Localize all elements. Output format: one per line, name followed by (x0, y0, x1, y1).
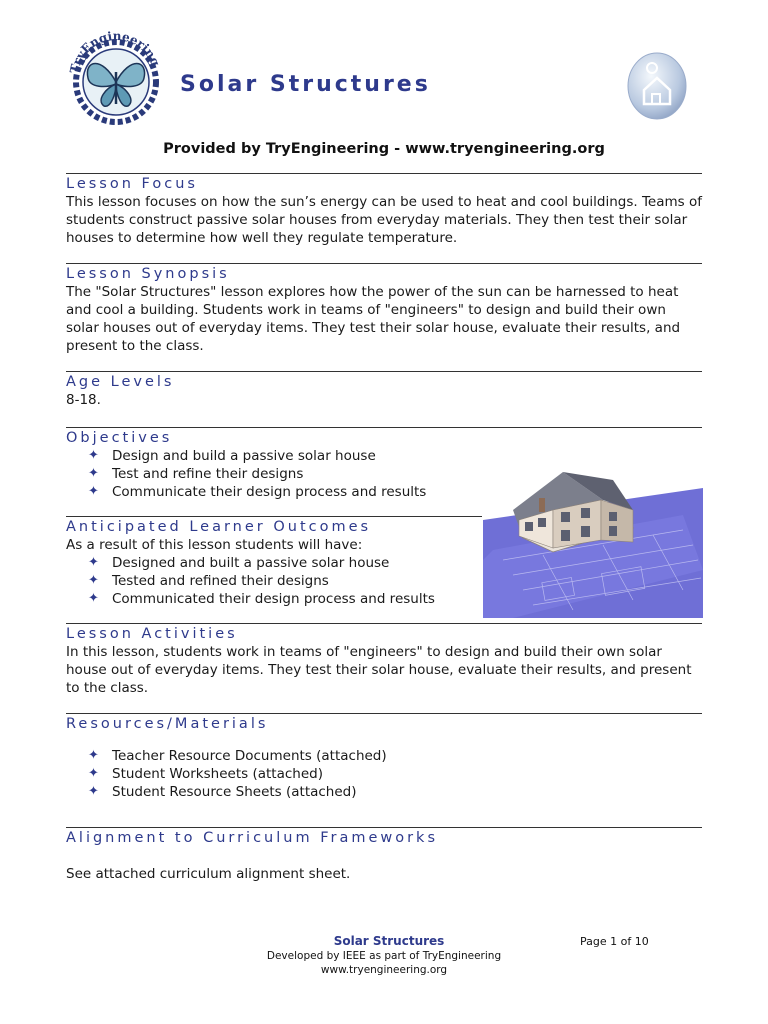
footer-title: Solar Structures (333, 934, 445, 948)
section-heading: Lesson Focus (66, 176, 198, 192)
section-divider (66, 713, 702, 714)
list-item: ✦ Test and refine their designs (88, 466, 304, 482)
resources-list (88, 747, 702, 801)
list-item: ✦ Designed and built a passive solar house (88, 555, 390, 571)
four-point-star-icon: ✦ (88, 591, 99, 606)
logo-text: TryEngineering (67, 28, 163, 75)
document-title: Solar Structures (180, 72, 431, 97)
section-body: This lesson focuses on how the sun’s energy can be used to heat and cool buildings. Teams of students construct passive solar houses from everyday materials. They then test their solar houses to determine how well they regulate temperature. (66, 194, 702, 246)
section-body: In this lesson, students work in teams of "engineers" to design and build their own solar house out of everyday items. They test their solar house, evaluate their results, and present to the class. (66, 644, 692, 696)
list-item: ✦ Communicate their design process and results (88, 484, 427, 500)
list-item: ✦ Tested and refined their designs (88, 573, 329, 589)
section-heading: Objectives (66, 430, 173, 446)
section-divider (66, 623, 702, 624)
list-item: ✦ Communicated their design process and results (88, 591, 435, 607)
resources-materials-section (66, 715, 702, 801)
four-point-star-icon: ✦ (88, 484, 99, 499)
section-heading: Anticipated Learner Outcomes (66, 519, 372, 535)
solar-house-blueprint-image (483, 460, 703, 618)
four-point-star-icon: ✦ (88, 573, 99, 588)
section-body: As a result of this lesson students will have: (66, 537, 363, 553)
section-divider (66, 371, 702, 372)
four-point-star-icon: ✦ (88, 555, 99, 570)
section-heading: Lesson Activities (66, 626, 238, 642)
section-body: 8-18. (66, 392, 101, 408)
footer-url: www.tryengineering.org (320, 964, 448, 976)
section-divider (66, 827, 702, 828)
list-item: ✦ Student Resource Sheets (attached) (88, 784, 357, 800)
section-heading: Age Levels (66, 374, 175, 390)
list-item: ✦ Teacher Resource Documents (attached) (88, 748, 387, 764)
section-divider (66, 173, 702, 174)
section-divider (66, 263, 702, 264)
four-point-star-icon: ✦ (88, 748, 99, 763)
page-number: Page 1 of 10 (580, 935, 649, 948)
lesson-synopsis-section (66, 265, 702, 355)
four-point-star-icon: ✦ (88, 784, 99, 799)
objectives-list (88, 447, 476, 501)
lesson-activities-section (66, 625, 702, 697)
objectives-section (66, 429, 476, 501)
section-body: See attached curriculum alignment sheet. (66, 866, 351, 882)
four-point-star-icon: ✦ (88, 466, 99, 481)
lesson-focus-section (66, 175, 702, 247)
footer-developed-by: Developed by IEEE as part of TryEngineering (266, 950, 502, 962)
list-item: ✦ Design and build a passive solar house (88, 448, 376, 464)
age-levels-section (66, 373, 702, 409)
four-point-star-icon: ✦ (88, 766, 99, 781)
section-heading: Lesson Synopsis (66, 266, 230, 282)
house-sun-icon (626, 50, 688, 122)
section-body: The "Solar Structures" lesson explores how the power of the sun can be harnessed to heat and cool a building. Students work in teams of "engineers" to design and build their own solar houses out of everyday items. They test their solar house, evaluate their results, and present to the class. (66, 284, 681, 354)
section-divider (66, 516, 482, 517)
section-heading: Alignment to Curriculum Frameworks (66, 830, 439, 846)
section-divider (66, 427, 702, 428)
outcomes-list (88, 554, 476, 608)
section-heading: Resources/Materials (66, 716, 269, 732)
tryengineering-logo (62, 26, 170, 134)
learner-outcomes-section (66, 518, 476, 608)
four-point-star-icon: ✦ (88, 448, 99, 463)
provided-by-line: Provided by TryEngineering - www.tryengineering.org (163, 141, 605, 157)
curriculum-alignment-section (66, 829, 702, 883)
list-item: ✦ Student Worksheets (attached) (88, 766, 323, 782)
